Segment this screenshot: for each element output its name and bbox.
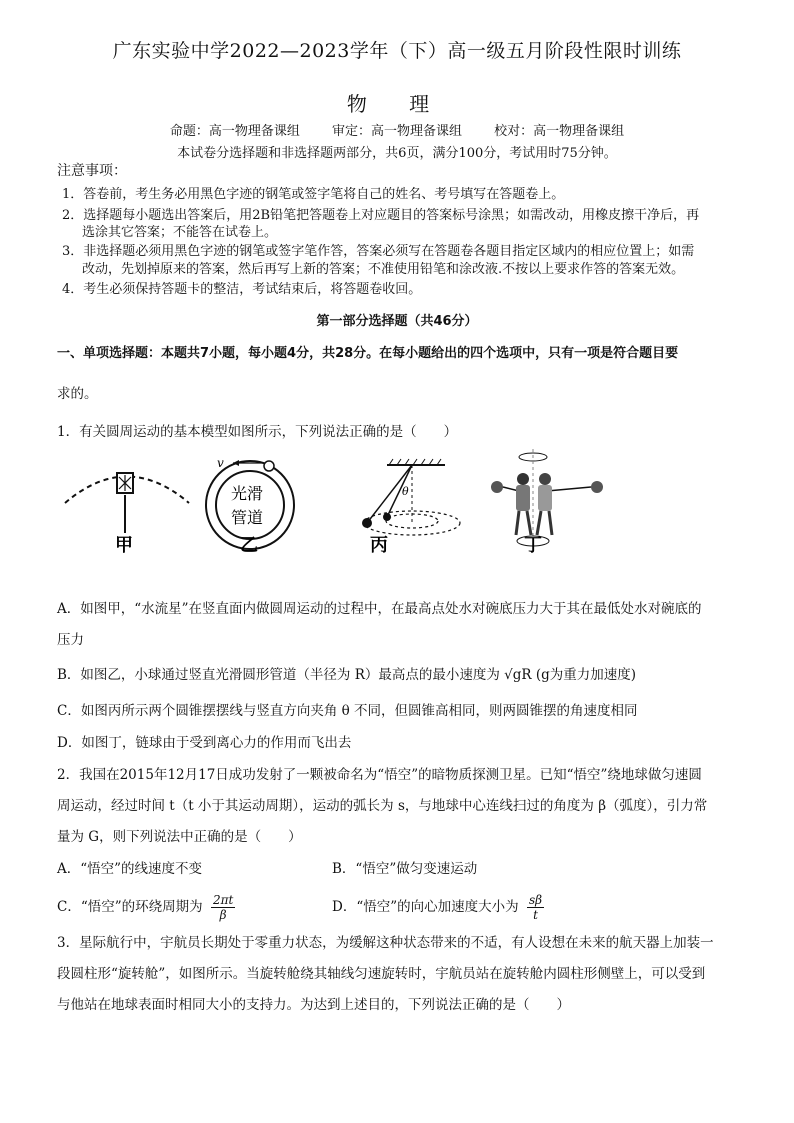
q2-line-2: 周运动，经过时间 t（t 小于其运动周期），运动的弧长为 s，与地球中心连线扫过的角度为 β（弧度），引力常 — [57, 798, 708, 814]
notice-heading: 注意事项： — [57, 163, 127, 179]
q1-option-d: D．如图丁，链球由于受到离心力的作用而飞出去 — [57, 735, 352, 751]
q2-option-d-text: D．“悟空”的向心加速度大小为 — [332, 899, 519, 915]
figure-yi — [206, 456, 294, 556]
section-instruction: 一、单项选择题：本题共7小题，每小题4分，共28分。在每小题给出的四个选项中，只有一项是符合题目要 — [57, 346, 679, 361]
q3-line-2: 段圆柱形“旋转舱”，如图所示。当旋转舱绕其轴线匀速旋转时，宇航员站在旋转舱内圆柱形侧壁上，可以受到 — [57, 966, 706, 982]
q2-option-b: B．“悟空”做匀变速运动 — [332, 861, 478, 877]
section-instruction-cont: 求的。 — [57, 386, 98, 402]
notice-item-2-cont: 选涂其它答案；不能答在试卷上。 — [82, 225, 278, 240]
figure-ding — [491, 449, 603, 556]
fraction-numerator: sβ — [528, 893, 543, 907]
velocity-label: v — [217, 456, 224, 470]
q1-option-a: A．如图甲，“水流星”在竖直面内做圆周运动的过程中，在最高点处水对碗底压力大于其在最低处水对碗底的 — [57, 601, 702, 617]
fraction-numerator: 2πt — [212, 893, 234, 907]
notice-item-3-cont: 改动，先划掉原来的答案，然后再写上新的答案；不准使用铅笔和涂改液.不按以上要求作答的答案无效。 — [82, 262, 685, 277]
figure-jia — [65, 473, 189, 556]
q1-option-c: C．如图丙所示两个圆锥摆摆线与竖直方向夹角 θ 不同，但圆锥高相同，则两圆锥摆的角速度相同 — [57, 703, 638, 719]
exam-title: 广东实验中学2022—2023学年（下）高一级五月阶段性限时训练 — [112, 40, 682, 62]
q2-option-c-fraction — [211, 893, 235, 922]
staff-proposer: 命题：高一物理备课组 — [169, 124, 300, 139]
q3-line-3: 与他站在地球表面时相同大小的支持力。为达到上述目的，下列说法正确的是（ ） — [57, 997, 570, 1013]
exam-info: 本试卷分选择题和非选择题两部分，共6页，满分100分，考试用时75分钟。 — [177, 146, 617, 161]
fraction-denominator: β — [219, 908, 227, 922]
subject-title: 物 理 — [346, 92, 448, 116]
figure-label-jia: 甲 — [115, 535, 133, 556]
staff-reviewer: 审定：高一物理备课组 — [331, 124, 462, 139]
notice-item-3: 3．非选择题必须用黑色字迹的钢笔或签字笔作答，答案必须写在答题卷各题目指定区域内的相应位置上；如需 — [62, 244, 695, 259]
notice-item-2: 2．选择题每小题选出答案后，用2B铅笔把答题卷上对应题目的答案标号涂黑；如需改动，用橡皮擦干净后，再 — [62, 208, 700, 223]
staff-checker: 校对：高一物理备课组 — [494, 124, 625, 139]
notice-item-1: 1．答卷前，考生务必用黑色字迹的钢笔或签字笔将自己的姓名、考号填写在答题卷上。 — [62, 187, 565, 202]
q2-option-a: A．“悟空”的线速度不变 — [57, 861, 203, 877]
q1-option-a-cont: 压力 — [57, 632, 84, 648]
figure-label-yi: 乙 — [240, 535, 258, 556]
q2-option-d — [332, 893, 544, 922]
section-title: 第一部分选择题（共46分） — [316, 314, 478, 329]
figure-label-bing: 丙 — [370, 535, 388, 556]
staff-line — [0, 120, 794, 139]
theta-label: θ — [402, 485, 409, 498]
tube-text-2: 管道 — [231, 508, 264, 527]
figure-label-ding: 丁 — [524, 535, 542, 556]
q2-line-1: 2．我国在2015年12月17日成功发射了一颗被命名为“悟空”的暗物质探测卫星。已知“悟空”绕地球做匀速圆 — [57, 767, 702, 783]
q2-option-c-text: C．“悟空”的环绕周期为 — [57, 899, 203, 915]
q2-option-d-fraction — [527, 893, 544, 922]
notice-item-4: 4．考生必须保持答题卡的整洁，考试结束后，将答题卷收回。 — [62, 282, 422, 297]
q2-line-3: 量为 G，则下列说法中正确的是（ ） — [57, 829, 302, 845]
fraction-denominator: t — [533, 908, 538, 922]
tube-text-1: 光滑 — [231, 484, 264, 503]
q1-figure — [57, 445, 637, 560]
figure-bing — [362, 459, 460, 556]
q2-option-c — [57, 893, 235, 922]
q1-option-b: B．如图乙，小球通过竖直光滑圆形管道（半径为 R）最高点的最小速度为 √gR (g为重力加速度) — [57, 667, 637, 683]
q3-line-1: 3．星际航行中，宇航员长期处于零重力状态，为缓解这种状态带来的不适，有人设想在未来的航天器上加装一 — [57, 935, 714, 951]
q1-stem: 1．有关圆周运动的基本模型如图所示，下列说法正确的是（ ） — [57, 424, 458, 440]
